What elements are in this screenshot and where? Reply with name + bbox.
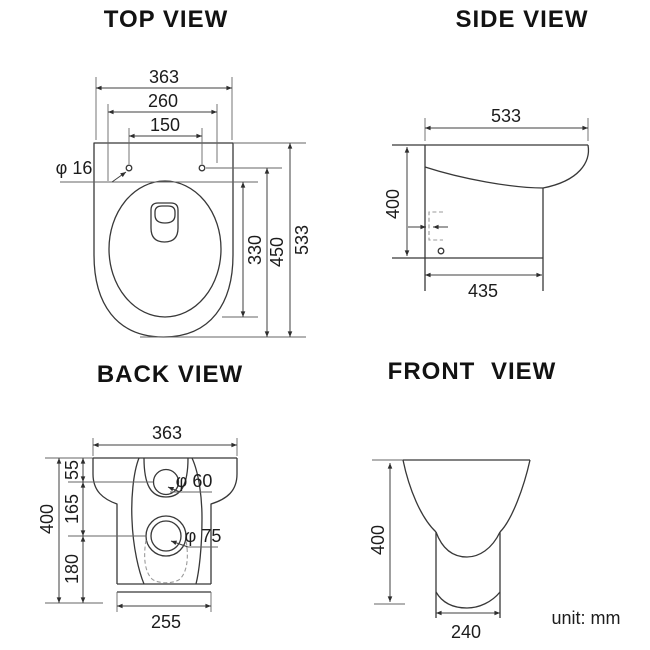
- bowl-left-curve-front: [403, 460, 436, 532]
- toilet-body-outline-top: [94, 143, 233, 337]
- unit-note: unit: mm: [551, 608, 621, 628]
- top-view-title: TOP VIEW: [103, 6, 229, 33]
- dim-label-hole-diameter: φ 16: [55, 158, 93, 178]
- bowl-underside-front: [436, 532, 500, 557]
- dim-label-height-side: 400: [383, 188, 403, 220]
- seat-mount-hole-right: [199, 165, 205, 171]
- dim-label-width-back: 363: [151, 423, 183, 443]
- dim-label-overall-width: 363: [148, 67, 180, 87]
- seat-mount-hole-left: [126, 165, 132, 171]
- toilet-back-curve-side: [543, 145, 588, 188]
- dim-label-outlet-to-floor: 180: [62, 553, 82, 585]
- pedestal-bottom-arc-front: [436, 592, 500, 608]
- dim-label-outlet-diameter: φ 75: [184, 526, 222, 546]
- dim-label-depth-side: 533: [490, 106, 522, 126]
- bowl-inner-left-back: [132, 458, 144, 584]
- dim-label-height-front: 400: [368, 524, 388, 556]
- top-view: [56, 6, 312, 337]
- dim-label-top-to-inlet: 55: [62, 459, 82, 481]
- outlet-hole-outer: [146, 516, 186, 556]
- dim-label-base-depth: 435: [467, 281, 499, 301]
- back-view: [37, 361, 243, 632]
- bowl-right-curve-front: [500, 460, 530, 532]
- seat-opening-oval: [109, 181, 221, 317]
- dim-label-base-width-back: 255: [150, 612, 182, 632]
- front-view-title: FRONT VIEW: [387, 358, 557, 385]
- dim-label-hole-spacing: 150: [149, 115, 181, 135]
- flush-outlet-inner: [155, 206, 175, 223]
- toilet-right-outline-back: [211, 458, 237, 584]
- dim-label-base-width-front: 240: [450, 622, 482, 642]
- trapway-dashed-back: [145, 540, 188, 583]
- rim-underside-curve: [425, 167, 543, 188]
- dim-label-holes-to-front: 450: [267, 236, 287, 268]
- dim-label-bowl-length: 330: [245, 234, 265, 266]
- outlet-hole-inner: [151, 521, 181, 551]
- side-view-title: SIDE VIEW: [455, 6, 589, 33]
- back-view-title: BACK VIEW: [96, 361, 244, 388]
- dim-label-overall-depth: 533: [292, 224, 312, 256]
- front-view: [368, 358, 556, 642]
- toilet-left-outline-back: [93, 458, 117, 584]
- side-view: [383, 6, 589, 301]
- dim-label-height-back: 400: [37, 503, 57, 535]
- floor-fixing-hole-side: [438, 248, 444, 254]
- dim-label-inlet-to-outlet: 165: [62, 493, 82, 525]
- leader-arrow-hole-diameter: [112, 172, 126, 182]
- fixing-bracket-dashed: [429, 212, 443, 240]
- dim-label-hinge-width: 260: [147, 91, 179, 111]
- dim-label-inlet-diameter: φ 60: [175, 471, 213, 491]
